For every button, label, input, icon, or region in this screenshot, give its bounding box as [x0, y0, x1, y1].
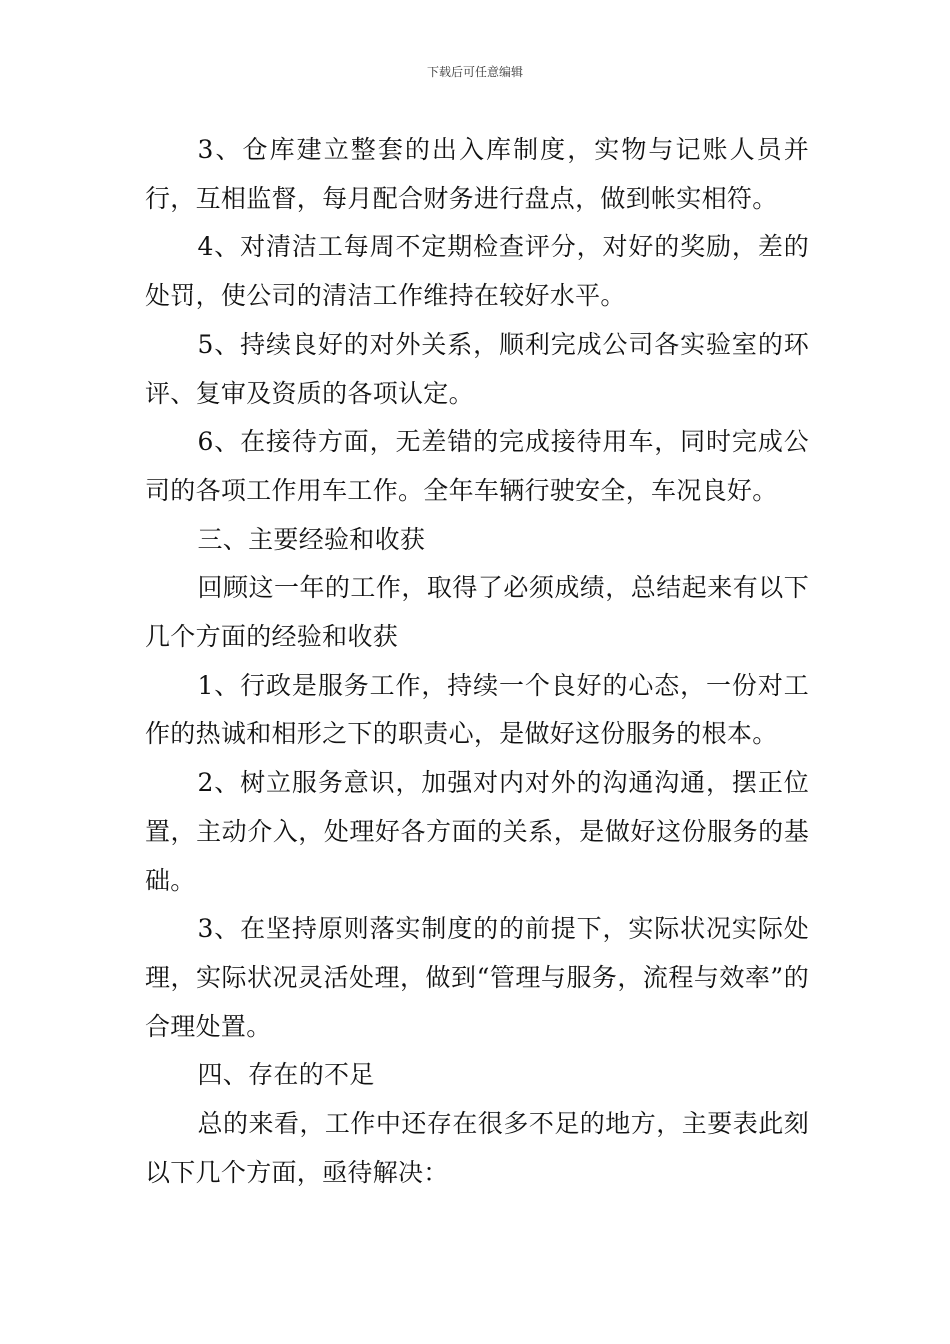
document-body	[145, 126, 809, 1197]
paragraph-review-intro: 回顾这一年的工作，取得了必须成绩，总结起来有以下几个方面的经验和收获	[145, 573, 809, 652]
paragraph-warehouse-system: 3、仓库建立整套的出入库制度，实物与记账人员并行，互相监督，每月配合财务进行盘点，做到帐实相符。	[145, 135, 809, 213]
paragraph-shortcomings-intro: 总的来看，工作中还存在很多不足的地方，主要表此刻以下几个方面，亟待解决：	[145, 1109, 809, 1187]
section-heading-shortcomings: 四、存在的不足	[197, 1060, 375, 1090]
paragraph-service-attitude: 1、行政是服务工作，持续一个良好的心态，一份对工作的热诚和相形之下的职责心，是做好这份服务的根本。	[145, 670, 809, 749]
paragraph-cleaning-inspection: 4、对清洁工每周不定期检查评分，对好的奖励，差的处罚，使公司的清洁工作维持在较好水平。	[145, 232, 809, 311]
paragraph-external-relations: 5、持续良好的对外关系，顺利完成公司各实验室的环评、复审及资质的各项认定。	[145, 329, 809, 408]
section-heading-experience: 三、主要经验和收获	[197, 524, 426, 554]
paragraph-service-awareness: 2、树立服务意识，加强对内对外的沟通沟通，摆正位置，主动介入，处理好各方面的关系，是做好这份服务的基础。	[145, 768, 809, 895]
page-header-note: 下载后可任意编辑	[426, 65, 523, 79]
paragraph-reception-vehicles: 6、在接待方面，无差错的完成接待用车，同时完成公司的各项工作用车工作。全年车辆行驶安全，车况良好。	[145, 427, 809, 505]
paragraph-principles: 3、在坚持原则落实制度的的前提下，实际状况实际处理，实际状况灵活处理，做到“管理与服务，流程与效率”的合理处置。	[145, 914, 809, 1041]
